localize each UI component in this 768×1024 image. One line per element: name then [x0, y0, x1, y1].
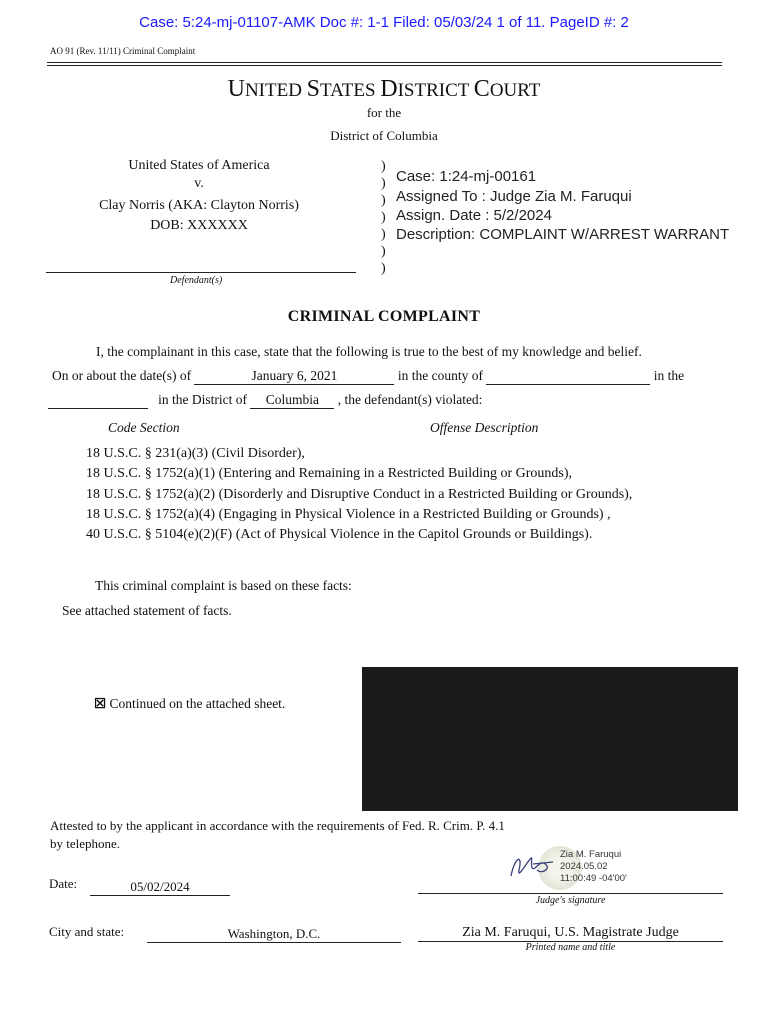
case-number: Case: 1:24-mj-00161 — [396, 168, 537, 185]
for-the: for the — [366, 105, 402, 120]
printed-name: Zia M. Faruqui, U.S. Magistrate Judge — [418, 925, 723, 942]
case-description: Description: COMPLAINT W/ARREST WARRANT — [396, 226, 730, 243]
continued-line: ☒ Continued on the attached sheet. — [94, 696, 286, 711]
date-line: On or about the date(s) of January 6, 2021 in the county of in the — [52, 368, 685, 383]
charge-3: 18 U.S.C. § 1752(a)(2) (Disorderly and Disruptive Conduct in a Restricted Building or Grounds), — [86, 487, 633, 502]
parenthesis-column: ) ) ) ) ) ) ) — [381, 159, 386, 276]
date-value: 05/02/2024 — [90, 879, 230, 896]
versus: v. — [194, 176, 204, 191]
digital-signature-time: 11:00:49 -04'00' — [560, 873, 627, 884]
city-value: Washington, D.C. — [147, 926, 401, 943]
assigned-judge: Assigned To : Judge Zia M. Faruqui — [396, 188, 632, 205]
digital-signature-name: Zia M. Faruqui — [560, 849, 622, 860]
judge-signature-rule — [418, 893, 723, 894]
charge-2: 18 U.S.C. § 1752(a)(1) (Entering and Remaining in a Restricted Building or Grounds), — [86, 466, 573, 481]
judge-signature-label: Judge's signature — [535, 895, 606, 906]
district-name: District of Columbia — [330, 128, 438, 143]
charge-5: 40 U.S.C. § 5104(e)(2)(F) (Act of Physical Violence in the Capitol Grounds or Buildings). — [86, 527, 593, 542]
attest-line-1: Attested to by the applicant in accordance with the requirements of Fed. R. Crim. P. 4.1 — [50, 818, 505, 833]
offense-description-header: Offense Description — [430, 420, 539, 435]
facts-reference: See attached statement of facts. — [62, 603, 232, 618]
defendant-name: Clay Norris (AKA: Clayton Norris) — [99, 198, 299, 213]
charge-1: 18 U.S.C. § 231(a)(3) (Civil Disorder), — [86, 446, 305, 461]
blank-field — [48, 392, 148, 409]
district-value: Columbia — [250, 392, 334, 409]
defendant-rule — [46, 272, 356, 273]
intro-statement: I, the complainant in this case, state that the following is true to the best of my knowledge and belief. — [96, 344, 642, 359]
offense-date: January 6, 2021 — [194, 368, 394, 385]
form-id: AO 91 (Rev. 11/11) Criminal Complaint — [50, 46, 196, 56]
attest-line-2: by telephone. — [50, 836, 121, 851]
district-line: in the District of Columbia , the defendant(s) violated: — [48, 392, 718, 409]
code-section-header: Code Section — [108, 420, 180, 435]
redaction-block — [362, 667, 738, 811]
top-rule — [47, 62, 722, 63]
top-rule-2 — [47, 65, 722, 66]
facts-intro: This criminal complaint is based on these facts: — [95, 578, 352, 593]
plaintiff: United States of America — [128, 158, 270, 173]
defendant-dob: DOB: XXXXXX — [150, 218, 248, 233]
defendant-label: Defendant(s) — [170, 275, 223, 286]
county-blank — [486, 368, 650, 385]
city-label: City and state: — [49, 924, 125, 939]
case-header-stamp: Case: 5:24-mj-01107-AMK Doc #: 1-1 Filed: 05/03/24 1 of 11. PageID #: 2 — [139, 14, 629, 31]
printed-name-label: Printed name and title — [525, 942, 616, 953]
continued-checkbox[interactable]: ☒ — [94, 696, 107, 711]
document-title: CRIMINAL COMPLAINT — [287, 308, 481, 325]
date-label: Date: — [49, 876, 78, 891]
assign-date: Assign. Date : 5/2/2024 — [396, 207, 552, 224]
charge-4: 18 U.S.C. § 1752(a)(4) (Engaging in Physical Violence in a Restricted Building or Grounds) , — [86, 507, 611, 522]
court-name: UNITED STATES DISTRICT COURT — [227, 76, 541, 102]
digital-signature-date: 2024.05.02 — [560, 861, 608, 872]
handwritten-signature — [505, 850, 561, 884]
